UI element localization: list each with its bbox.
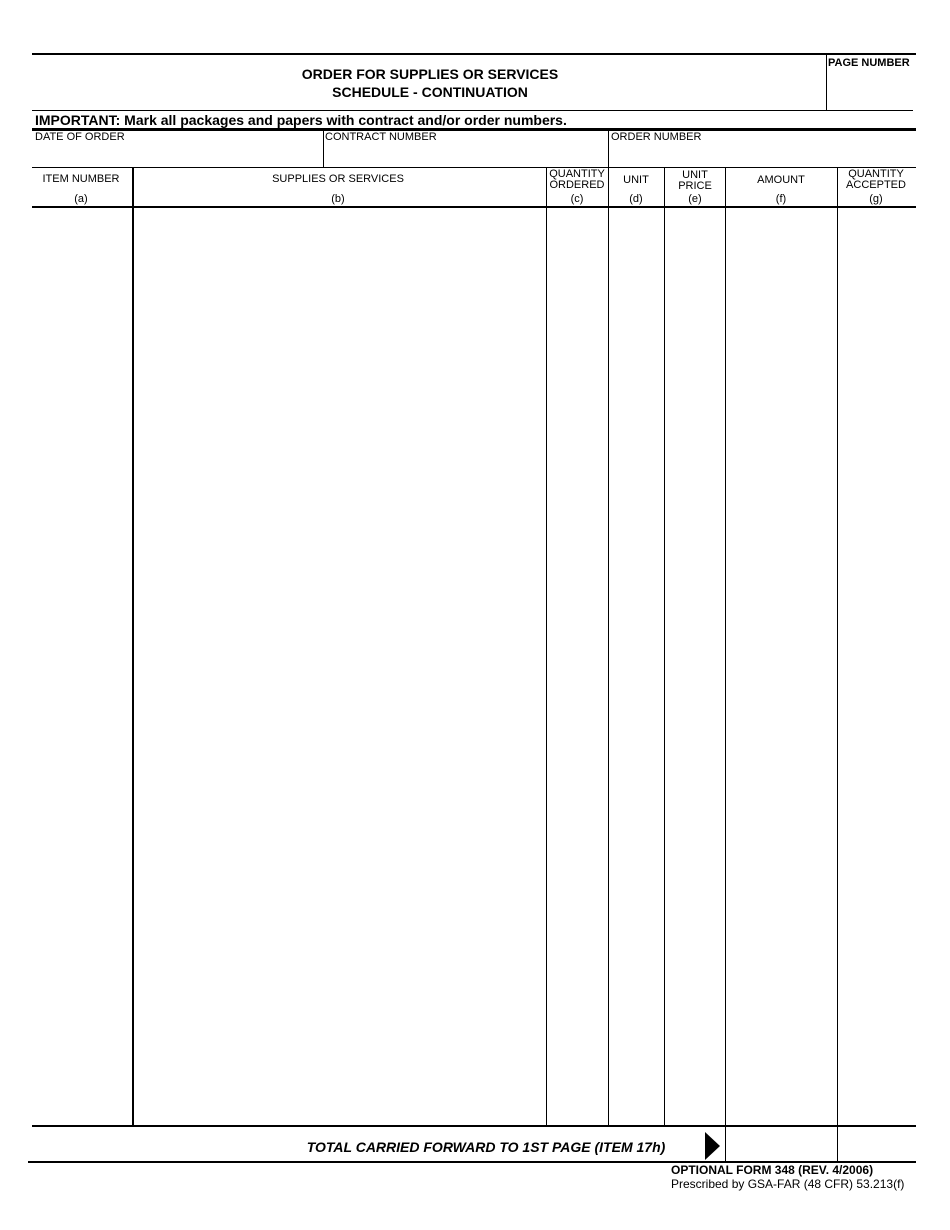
quantity-accepted-cell[interactable] bbox=[838, 208, 916, 1125]
contract-number-field[interactable] bbox=[324, 131, 607, 167]
col-label: QUANTITY bbox=[549, 168, 605, 180]
col-letter: (b) bbox=[331, 193, 345, 205]
order-number-label: ORDER NUMBER bbox=[611, 131, 702, 143]
col-label: PRICE bbox=[678, 180, 712, 192]
col-unit: UNIT bbox=[623, 174, 649, 186]
col-label: QUANTITY bbox=[848, 168, 904, 180]
col-letter: (g) bbox=[869, 193, 883, 205]
form-number: OPTIONAL FORM 348 (REV. 4/2006) bbox=[671, 1163, 874, 1177]
col-item-number: ITEM NUMBER bbox=[42, 173, 120, 185]
unit-price-cell[interactable] bbox=[665, 208, 725, 1125]
rule bbox=[32, 110, 913, 111]
quantity-ordered-cell[interactable] bbox=[547, 208, 608, 1125]
total-amount-field[interactable] bbox=[726, 1127, 837, 1161]
item-number-cell[interactable] bbox=[32, 208, 132, 1125]
amount-cell[interactable] bbox=[726, 208, 837, 1125]
col-letter: (f) bbox=[775, 193, 787, 205]
rule bbox=[32, 167, 916, 168]
total-carried-forward-label: TOTAL CARRIED FORWARD TO 1ST PAGE (ITEM 17h) bbox=[306, 1139, 666, 1155]
date-of-order-label: DATE OF ORDER bbox=[35, 131, 125, 143]
supplies-cell[interactable] bbox=[134, 208, 546, 1125]
form-subtitle: SCHEDULE - CONTINUATION bbox=[332, 84, 528, 100]
col-letter: (a) bbox=[74, 193, 88, 205]
col-label: ACCEPTED bbox=[846, 179, 906, 191]
col-amount: AMOUNT bbox=[757, 174, 805, 186]
col-letter: (e) bbox=[688, 193, 702, 205]
col-unit-price bbox=[678, 170, 712, 192]
unit-cell[interactable] bbox=[609, 208, 664, 1125]
total-quantity-field[interactable] bbox=[838, 1127, 916, 1161]
col-label: UNIT bbox=[682, 169, 708, 181]
important-notice: IMPORTANT: Mark all packages and papers with contract and/or order numbers. bbox=[35, 112, 567, 128]
arrow-right-icon bbox=[705, 1132, 720, 1160]
col-label: ORDERED bbox=[549, 179, 605, 191]
col-letter: (d) bbox=[629, 193, 643, 205]
col-letter: (c) bbox=[570, 193, 584, 205]
form-title: ORDER FOR SUPPLIES OR SERVICES bbox=[301, 66, 559, 82]
date-of-order-field[interactable] bbox=[32, 131, 322, 167]
col-supplies: SUPPLIES OR SERVICES bbox=[272, 173, 404, 185]
top-rule bbox=[32, 53, 916, 55]
order-number-field[interactable] bbox=[609, 131, 915, 167]
page-number-label: PAGE NUMBER bbox=[828, 57, 910, 69]
prescribed-by: Prescribed by GSA-FAR (48 CFR) 53.213(f) bbox=[671, 1177, 905, 1191]
page-number-field[interactable] bbox=[827, 55, 915, 110]
col-quantity-accepted bbox=[846, 169, 906, 191]
contract-number-label: CONTRACT NUMBER bbox=[325, 131, 437, 143]
col-quantity-ordered bbox=[549, 169, 605, 191]
